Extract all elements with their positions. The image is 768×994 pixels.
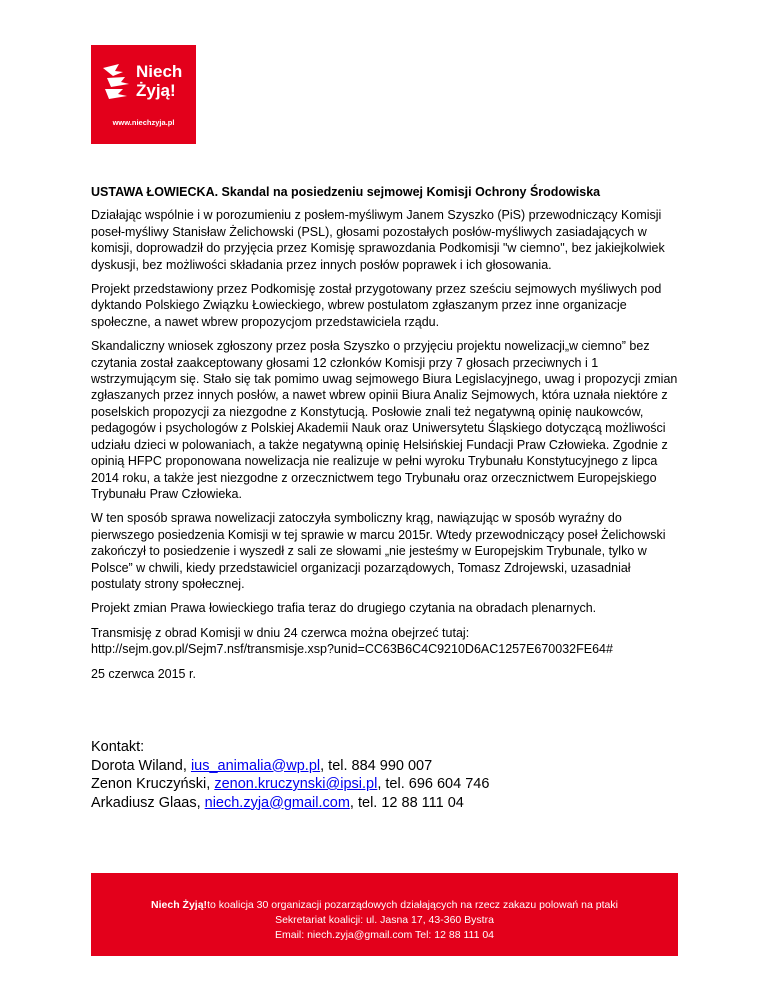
- paragraph-4: W ten sposób sprawa nowelizacji zatoczyła symboliczny krąg, nawiązując w sposób wyraźny do pierwszego posiedzenia Komisji w tej sprawie w marcu 2015r. Wtedy przewodniczący poseł Żelichowski zakończył to posiedzenie i wyszedł z sali ze słowami „nie jesteśmy w Europejskim Trybunale, tylko w Polsce” w chwili, kiedy przedstawiciel organizacji pozarządowych, Tomasz Zdrojewski, uzasadniał postulaty strony społecznej.: [91, 511, 666, 591]
- footer-line-3: Email: niech.zyja@gmail.com Tel: 12 88 111 04: [274, 929, 495, 941]
- contact-name: Zenon Kruczyński,: [91, 776, 215, 792]
- footer-line-1: [91, 898, 678, 913]
- paragraph-3: Skandaliczny wniosek zgłoszony przez posła Szyszko o przyjęciu projektu nowelizacji„w ciemno” bez czytania został zaakceptowany głosami 12 członków Komisji przy 7 głosach przeciwnych i 1 wstrzymującym się. Stało się tak pomimo uwag sejmowego Biura Legislacyjnego, uwag i propozycji zmian zgłaszanych przez innych posłów, a nawet wbrew opinii Biura Analiz Sejmowych, która uznała niektóre z poselskich propozycji za niezgodne z Konstytucją. Posłowie znali też negatywną opinię naukowców, pedagogów i psychologów z Polskiej Akademii Nauk oraz Uniwersytetu Śląskiego dotyczącą możliwości udziału dzieci w polowaniach, a także negatywną opinię Helsińskiej Fundacji Praw Człowieka. Zgodnie z opinią HFPC proponowana nowelizacja nie realizuje w pełni wyroku Trybunału Konstytucyjnego z lipca 2014 roku, a także jest niezgodne z orzecznictwem tego Trybunału oraz orzecznictwem Europejskiego Trybunału Praw Człowieka.: [91, 339, 678, 501]
- article-date: 25 czerwca 2015 r.: [91, 666, 196, 681]
- contact-row: [91, 794, 691, 813]
- contact-row: [91, 757, 691, 776]
- logo-text-zyja: Żyją!: [136, 81, 176, 100]
- bird-icon: [101, 62, 133, 102]
- contact-name: Arkadiusz Glaas,: [91, 794, 205, 811]
- contact-phone: , tel. 696 604 746: [377, 776, 490, 792]
- contact-heading: Kontakt:: [91, 739, 145, 755]
- logo-text-niech: Niech: [136, 62, 183, 81]
- paragraph-5: Projekt zmian Prawa łowieckiego trafia teraz do drugiego czytania na obradach plenarnych.: [91, 601, 597, 616]
- article-title: USTAWA ŁOWIECKA. Skandal na posiedzeniu sejmowej Komisji Ochrony Środowiska: [91, 185, 601, 199]
- contact-row: [91, 775, 691, 794]
- article-body: [91, 184, 681, 690]
- paragraph-transmission: Transmisję z obrad Komisji w dniu 24 czerwca można obejrzeć tutaj: http://sejm.gov.pl/Sejm7.nsf/transmisje.xsp?unid=CC63B6C4C9210D6AC1257E670032FE64#: [91, 625, 613, 657]
- footer-brand: Niech Żyją!: [151, 899, 208, 911]
- niech-zyja-logo: [91, 45, 196, 144]
- contact-email-link[interactable]: ius_animalia@wp.pl: [190, 757, 321, 774]
- paragraph-1: Działając wspólnie i w porozumieniu z posłem-myśliwym Janem Szyszko (PiS) przewodniczący Komisji poseł-myśliwy Stanisław Żelichowski (PSL), głosami pozostałych posłów-myśliwych zasiadających w komisji, doprowadził do przyjęcia przez Komisję sprawozdania Podkomisji "w ciemno", bez jakiejkolwiek dyskusji, bez możliwości składania przez innych posłów poprawek i ich głosowania.: [91, 208, 665, 272]
- footer-description: to koalicja 30 organizacji pozarządowych działających na rzecz zakazu polowań na ptaki: [207, 899, 618, 911]
- contact-phone: , tel. 884 990 007: [320, 757, 433, 774]
- footer-banner: [91, 873, 678, 956]
- paragraph-2: Projekt przedstawiony przez Podkomisję został przygotowany przez sześciu sejmowych myśliwych pod dyktando Polskiego Związku Łowieckiego, wbrew postulatom zgłaszanym przez inne organizacje społeczne, a nawet wbrew propozycjom przedstawiciela rządu.: [91, 282, 662, 329]
- contact-email-link[interactable]: niech.zyja@gmail.com: [204, 794, 350, 811]
- contact-email-link[interactable]: zenon.kruczynski@ipsi.pl: [214, 776, 378, 792]
- contact-phone: , tel. 12 88 111 04: [349, 794, 464, 811]
- logo-url: www.niechzyja.pl: [112, 118, 175, 127]
- footer-line-2: Sekretariat koalicji: ul. Jasna 17, 43-360 Bystra: [275, 914, 494, 926]
- contact-name: Dorota Wiland,: [91, 757, 191, 774]
- contact-section: [91, 738, 691, 812]
